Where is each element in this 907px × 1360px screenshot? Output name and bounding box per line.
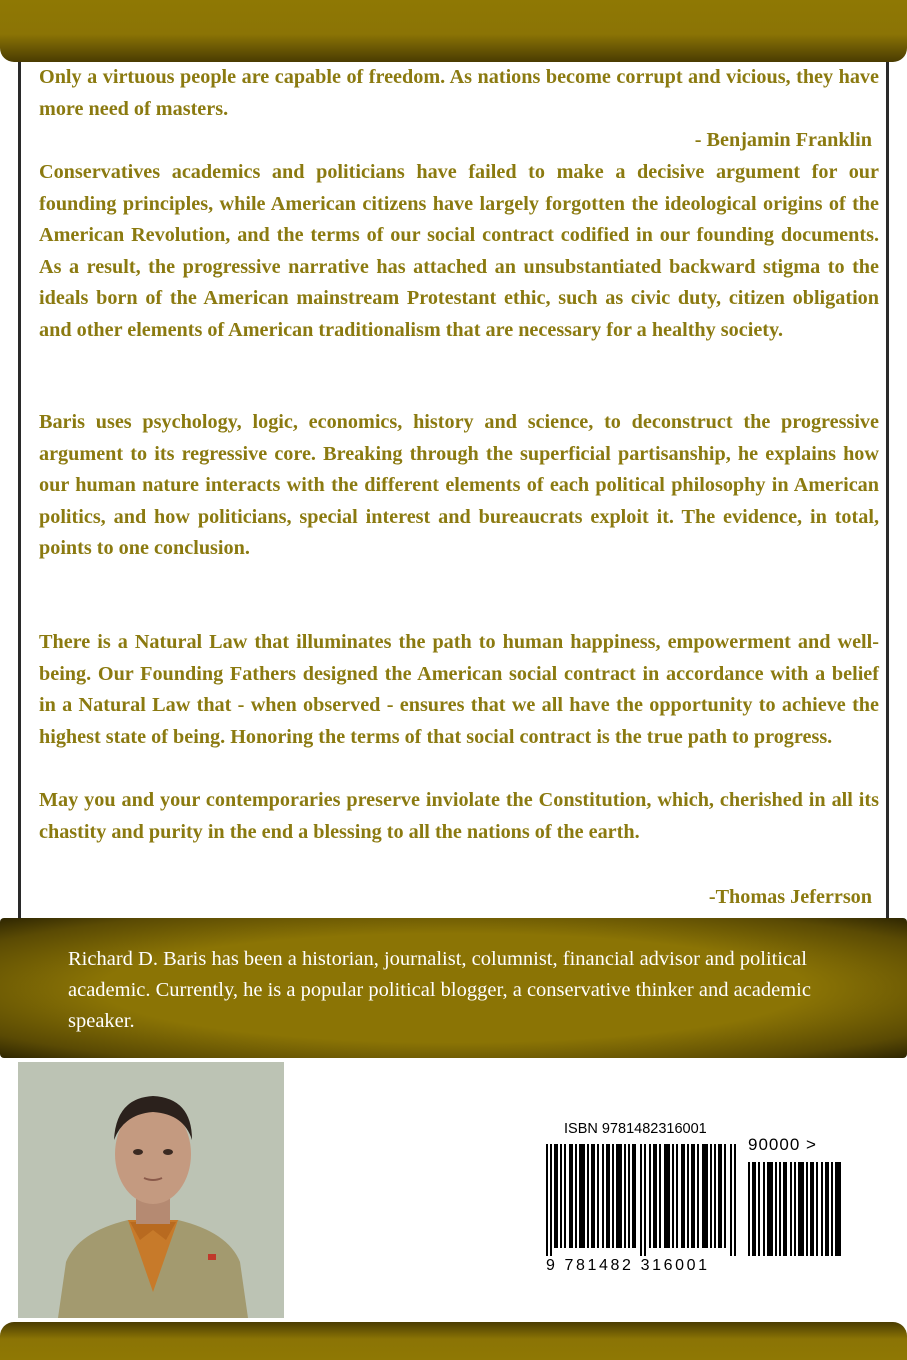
- isbn-label: ISBN 9781482316001: [564, 1121, 707, 1137]
- author-portrait-illustration: [18, 1062, 284, 1318]
- price-code: 90000 >: [748, 1135, 817, 1154]
- top-decorative-band: [0, 0, 907, 62]
- jefferson-attribution: -Thomas Jeferrson: [708, 886, 872, 908]
- jefferson-quote: May you and your contemporaries preserve inviolate the Constitution, which, cherished in all its chastity and purity in the end a blessing to all the nations of the earth.: [39, 789, 879, 843]
- franklin-quote: Only a virtuous people are capable of freedom. As nations become corrupt and vicious, they have more need of masters.: [39, 66, 879, 120]
- isbn-barcode: [544, 1108, 852, 1298]
- ean-digits: 9 781482 316001: [546, 1257, 710, 1274]
- addon-barcode-graphic: [748, 1162, 848, 1256]
- author-bio: Richard D. Baris has been a historian, journalist, columnist, financial advisor and political academic. Currently, he is a popular political blogger, a conservative thinker and academic speaker.: [68, 948, 811, 1032]
- paragraph-method: Baris uses psychology, logic, economics, history and science, to deconstruct the progressive argument to its regressive core. Breaking through the superficial partisanship, he explains how our human nature interacts with the different elements of each political philosophy in American politics, and how politicians, special interest and bureaucrats exploit it. The evidence, in total, points to one conclusion.: [39, 411, 879, 559]
- description-panel: [18, 62, 889, 920]
- author-bio-band: [0, 918, 907, 1058]
- ean-barcode-graphic: [546, 1144, 742, 1256]
- paragraph-natural-law: There is a Natural Law that illuminates the path to human happiness, empowerment and well-being. Our Founding Fathers designed the American social contract in accordance with a belief in a Natural Law that - when observed - ensures that we all have the opportunity to achieve the highest state of being. Honoring the terms of that social contract is the true path to progress.: [39, 631, 879, 748]
- bottom-decorative-band: [0, 1322, 907, 1360]
- franklin-attribution: - Benjamin Franklin: [694, 129, 872, 151]
- paragraph-intro: Conservatives academics and politicians have failed to make a decisive argument for our founding principles, while American citizens have largely forgotten the ideological origins of the American Revolution, and the terms of our social contract codified in our founding documents. As a result, the progressive narrative has attached an unsubstantiated backward stigma to the ideals born of the American mainstream Protestant ethic, such as civic duty, citizen obligation and other elements of American traditionalism that are necessary for a healthy society.: [39, 161, 879, 341]
- author-photo: [18, 1062, 284, 1318]
